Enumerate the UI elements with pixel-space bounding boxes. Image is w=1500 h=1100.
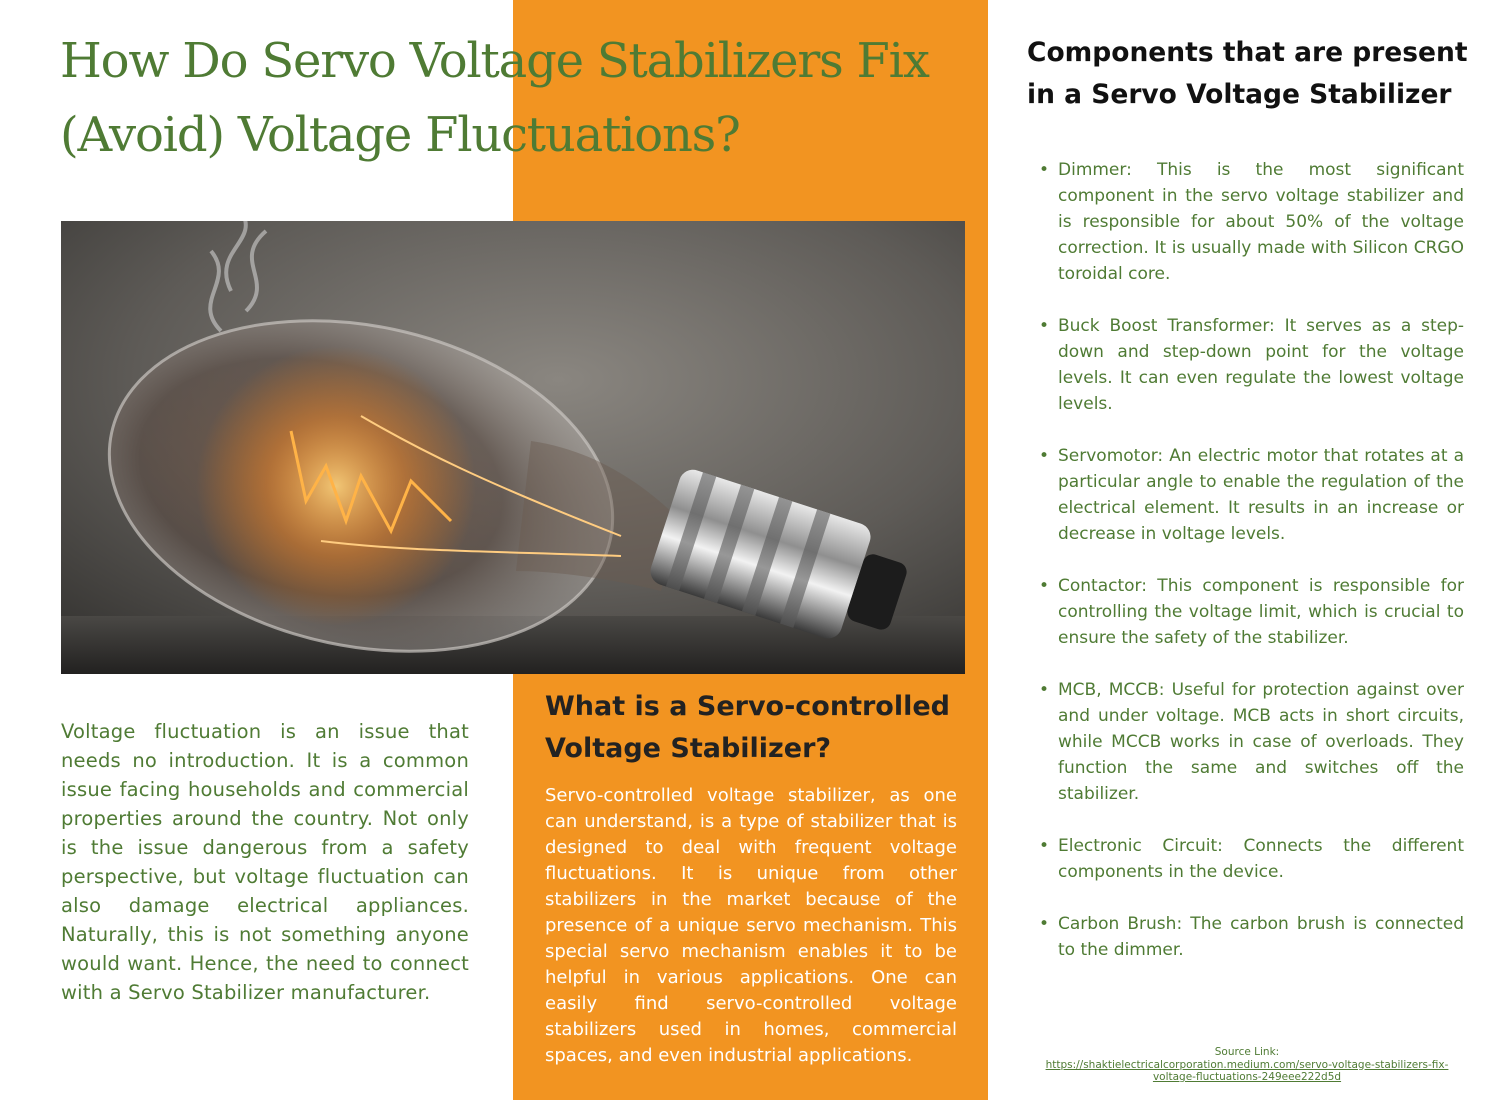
list-item [1039,833,1464,885]
bullet-icon: • [1039,680,1050,700]
source-label: Source Link: [1214,1046,1280,1058]
bullet-icon: • [1039,914,1050,934]
section-body: Servo-controlled voltage stabilizer, as one can understand, is a type of stabilizer that is designed to deal with frequent voltage fluctuations. It is unique from other stabilizers in the market because of the presence of a unique servo mechanism. This special servo mechanism enables it to be helpful in various applications. One can easily find servo-controlled voltage stabilizers used in homes, commercial spaces, and even industrial applications. [545,785,957,1066]
list-item [1039,313,1464,417]
list-item [1039,443,1464,547]
list-item-text: MCB, MCCB: Useful for protection against over and under voltage. MCB acts in short circuits, while MCCB works in case of overloads. They function the same and switches off the stabilizer. [1058,680,1464,804]
source-credit [1038,1046,1456,1084]
bullet-icon: • [1039,446,1050,466]
bullet-icon: • [1039,576,1050,596]
list-item-text: Contactor: This component is responsible for controlling the voltage limit, which is crucial to ensure the safety of the stabilizer. [1058,576,1464,648]
intro-paragraph: Voltage fluctuation is an issue that needs no introduction. It is a common issue facing households and commercial properties around the country. Not only is the issue dangerous from a safety perspective, but voltage fluctuation can also damage electrical appliances. Naturally, this is not something anyone would want. Hence, the need to connect with a Servo Stabilizer manufacturer. [61,720,469,1004]
components-heading: Components that are present in a Servo Voltage Stabilizer [1027,37,1468,110]
components-list [1039,157,1464,989]
bullet-icon: • [1039,160,1050,180]
page-title: How Do Servo Voltage Stabilizers Fix (Avoid) Voltage Fluctuations? [60,33,929,163]
bullet-icon: • [1039,316,1050,336]
section-heading: What is a Servo-controlled Voltage Stabilizer? [545,691,950,764]
bullet-icon: • [1039,836,1050,856]
list-item-text: Electronic Circuit: Connects the different components in the device. [1058,836,1464,882]
list-item-text: Servomotor: An electric motor that rotates at a particular angle to enable the regulation of the electrical element. It results in an increase or decrease in voltage levels. [1058,446,1464,544]
source-link[interactable]: https://shaktielectricalcorporation.medium.com/servo-voltage-stabilizers-fix-voltage-fluctuations-249eee222d5d [1045,1058,1449,1083]
list-item [1039,157,1464,287]
list-item [1039,911,1464,963]
list-item [1039,677,1464,807]
light-bulb-image [61,221,965,674]
list-item [1039,573,1464,651]
list-item-text: Carbon Brush: The carbon brush is connected to the dimmer. [1058,914,1464,960]
list-item-text: Dimmer: This is the most significant component in the servo voltage stabilizer and is responsible for about 50% of the voltage correction. It is usually made with Silicon CRGO toroidal core. [1058,160,1464,284]
list-item-text: Buck Boost Transformer: It serves as a step-down and step-down point for the voltage levels. It can even regulate the lowest voltage levels. [1058,316,1464,414]
